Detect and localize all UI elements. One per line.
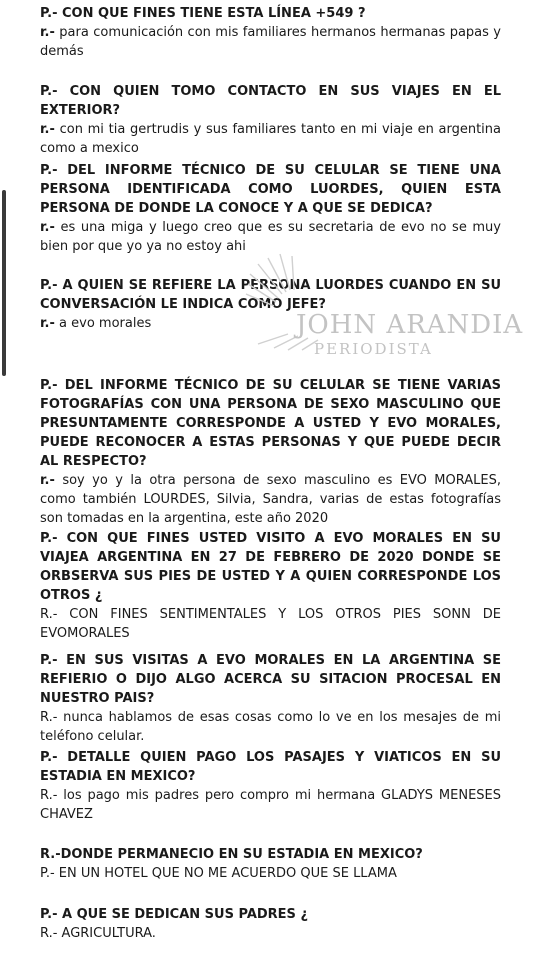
answer-3 xyxy=(40,218,501,256)
qa-item-1 xyxy=(40,4,501,61)
qa-item-2 xyxy=(40,82,501,158)
answer-7 xyxy=(40,708,501,746)
answer-text-5: soy yo y la otra persona de sexo masculino es EVO MORALES, como también LOURDES, Silvia, Sandra, varias de estas fotografías son tomadas en la argentina, este año 2020 xyxy=(40,473,501,526)
question-8: P.- DETALLE QUIEN PAGO LOS PASAJES Y VIATICOS EN SU ESTADIA EN MEXICO? xyxy=(40,750,501,784)
question-2: P.- CON QUIEN TOMO CONTACTO EN SUS VIAJES EN EL EXTERIOR? xyxy=(40,84,501,118)
answer-text-7: R.- nunca hablamos de esas cosas como lo ve en los mesajes de mi teléfono celular. xyxy=(40,710,501,744)
answer-prefix-5: r.- xyxy=(40,473,55,488)
question-5: P.- DEL INFORME TÉCNICO DE SU CELULAR SE TIENE VARIAS FOTOGRAFÍAS CON UNA PERSONA DE SEXO MASCULINO QUE PRESUNTAMENTE CORRESPONDE A USTED Y EVO MORALES, PUEDE RECONOCER A ESTAS PERSONAS Y QUE PUEDE DECIR AL RESPECTO? xyxy=(40,378,501,469)
question-4: P.- A QUIEN SE REFIERE LA PERSONA LUORDES CUANDO EN SU CONVERSACIÓN LE INDICA COMO JEFE? xyxy=(40,278,501,312)
answer-2 xyxy=(40,120,501,158)
answer-text-2: con mi tia gertrudis y sus familiares tanto en mi viaje en argentina como a mexico xyxy=(40,122,501,156)
qa-item-3 xyxy=(40,161,501,256)
answer-10 xyxy=(40,924,501,943)
question-10: P.- A QUE SE DEDICAN SUS PADRES ¿ xyxy=(40,907,308,922)
question-9: R.-DONDE PERMANECIO EN SU ESTADIA EN MEXICO? xyxy=(40,847,423,862)
answer-text-6: R.- CON FINES SENTIMENTALES Y LOS OTROS PIES SONN DE EVOMORALES xyxy=(40,607,501,641)
answer-text-3: es una miga y luego creo que es su secretaria de evo no se muy bien por que yo ya no estoy ahi xyxy=(40,220,501,254)
answer-prefix-2: r.- xyxy=(40,122,55,137)
qa-item-6 xyxy=(40,529,501,643)
answer-text-10: R.- AGRICULTURA. xyxy=(40,926,156,941)
qa-item-10 xyxy=(40,905,501,943)
question-3: P.- DEL INFORME TÉCNICO DE SU CELULAR SE TIENE UNA PERSONA IDENTIFICADA COMO LUORDES, QUIEN ESTA PERSONA DE DONDE LA CONOCE Y A QUE SE DEDICA? xyxy=(40,163,501,216)
qa-item-7 xyxy=(40,651,501,746)
watermark-name: JOHN ARANDIA xyxy=(296,310,524,340)
watermark-subtitle: PERIODISTA xyxy=(314,340,433,358)
question-6: P.- CON QUE FINES USTED VISITO A EVO MORALES EN SU VIAJEA ARGENTINA EN 27 DE FEBRERO DE 2020 DONDE SE ORBSERVA SUS PIES DE USTED Y A QUIEN CORRESPONDE LOS OTROS ¿ xyxy=(40,531,501,603)
qa-item-9 xyxy=(40,845,501,883)
answer-text-9: P.- EN UN HOTEL QUE NO ME ACUERDO QUE SE LLAMA xyxy=(40,866,397,881)
question-7: P.- EN SUS VISITAS A EVO MORALES EN LA ARGENTINA SE REFIERIO O DIJO ALGO ACERCA SU SITACION PROCESAL EN NUESTRO PAIS? xyxy=(40,653,501,706)
qa-item-5 xyxy=(40,376,501,528)
answer-prefix-3: r.- xyxy=(40,220,55,235)
answer-text-4: a evo morales xyxy=(54,316,152,331)
answer-8 xyxy=(40,786,501,824)
answer-text-1: para comunicación con mis familiares hermanos hermanas papas y demás xyxy=(40,25,501,59)
answer-text-8: R.- los pago mis padres pero compro mi hermana GLADYS MENESES CHAVEZ xyxy=(40,788,501,822)
qa-item-4 xyxy=(40,276,501,333)
answer-6 xyxy=(40,605,501,643)
scrollbar[interactable] xyxy=(2,190,6,376)
answer-prefix-4: r.- xyxy=(40,316,55,331)
answer-5 xyxy=(40,471,501,528)
qa-item-8 xyxy=(40,748,501,824)
answer-1 xyxy=(40,23,501,61)
question-1: P.- CON QUE FINES TIENE ESTA LÍNEA +549 ? xyxy=(40,6,366,21)
answer-9 xyxy=(40,864,501,883)
answer-4 xyxy=(40,314,501,333)
answer-prefix-1: r.- xyxy=(40,25,55,40)
